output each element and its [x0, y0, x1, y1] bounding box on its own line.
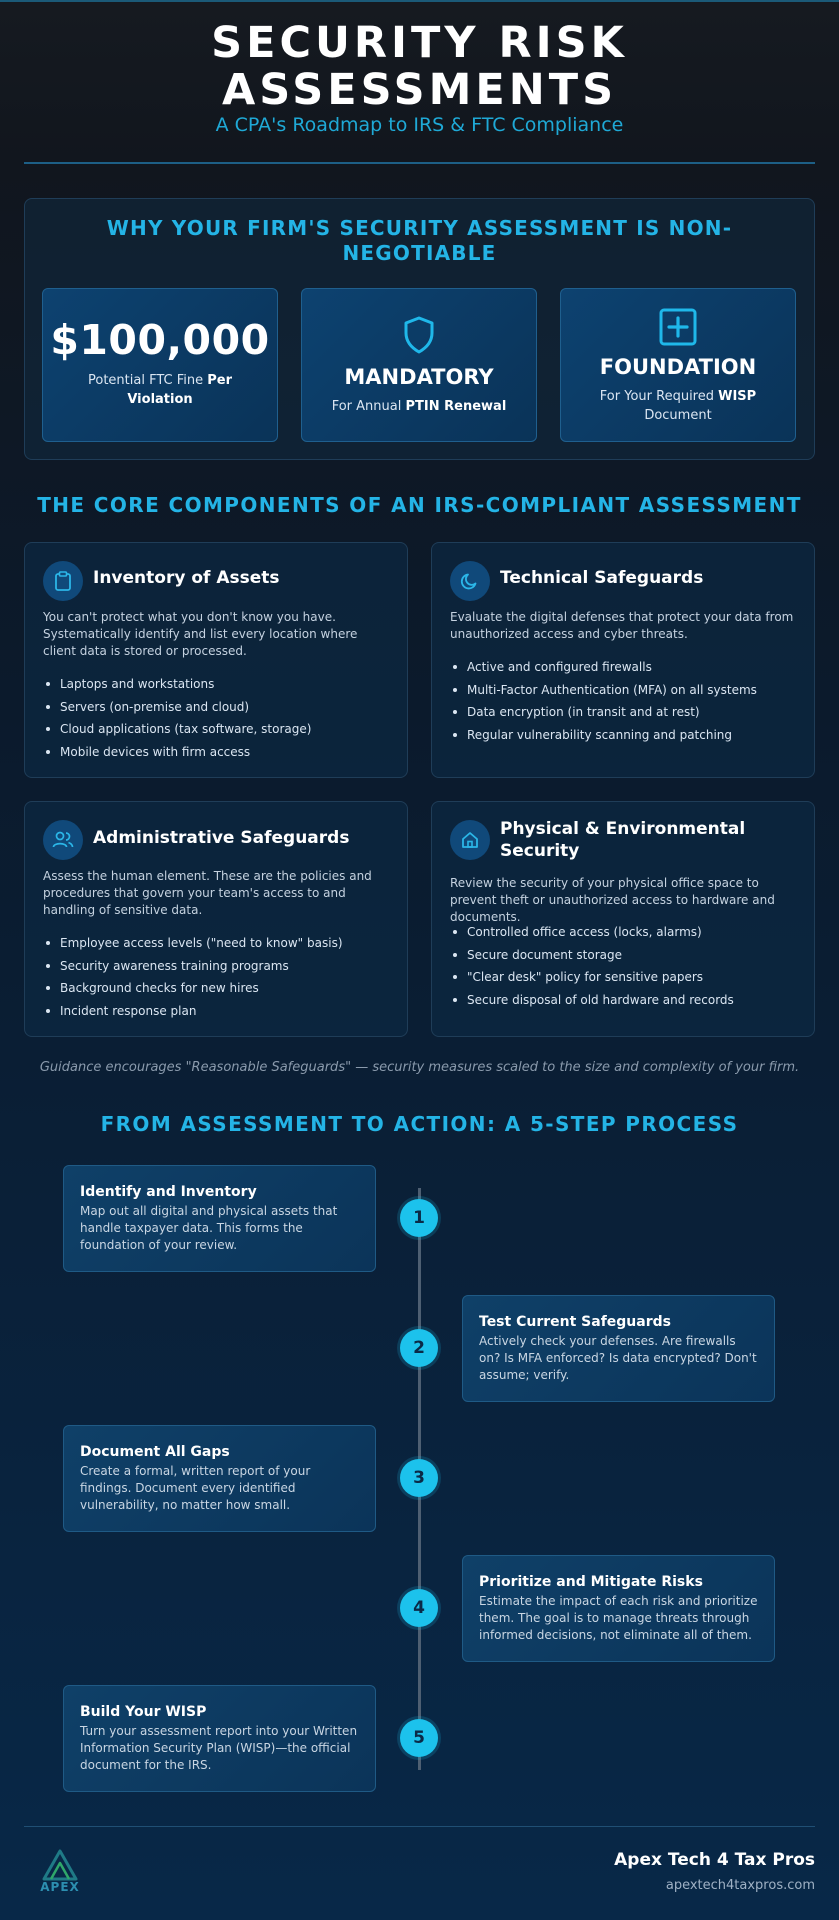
core-card-description: Review the security of your physical office space to prevent theft or unauthorized access to hardware and documents. — [450, 876, 775, 924]
core-card-title: Technical Safeguards — [500, 568, 704, 588]
step-number-badge: 1 — [400, 1199, 438, 1237]
users-icon — [43, 820, 83, 860]
step-title: Test Current Safeguards — [479, 1314, 671, 1330]
page-title-line-2: ASSESSMENTS — [221, 65, 618, 115]
list-item: Secure document storage — [450, 947, 804, 963]
page-title-line-1: SECURITY RISK — [211, 18, 628, 68]
stat-card-fine — [42, 288, 278, 442]
step-description: Turn your assessment report into your Written Information Security Plan (WISP)—the official document for the IRS. — [80, 1724, 358, 1772]
stat-desc-text: For Annual — [331, 399, 406, 414]
core-card-title: Inventory of Assets — [93, 568, 280, 588]
stat-desc-bold: PTIN Renewal — [405, 399, 507, 414]
list-item: Laptops and workstations — [43, 676, 397, 692]
process-heading: FROM ASSESSMENT TO ACTION: A 5-STEP PROCESS — [100, 1112, 739, 1136]
brand-name: Apex Tech 4 Tax Pros — [614, 1850, 815, 1870]
core-card-description: You can't protect what you don't know you have. Systematically identify and list every location where client data is stored or processed. — [43, 610, 358, 658]
page-subtitle: A CPA's Roadmap to IRS & FTC Compliance — [215, 114, 624, 136]
stat-desc-text: For Your Required — [599, 389, 719, 404]
page-title — [0, 20, 839, 114]
core-card-inventory — [24, 542, 408, 778]
guidance-note: Guidance encourages "Reasonable Safeguards" — security measures scaled to the size and complexity of your firm. — [39, 1060, 800, 1075]
list-item: Background checks for new hires — [43, 980, 397, 996]
stat-description — [579, 387, 777, 425]
step-description: Estimate the impact of each risk and prioritize them. The goal is to manage threats through informed decisions, not eliminate all of them. — [479, 1594, 758, 1642]
stat-description — [320, 397, 518, 416]
stat-value: FOUNDATION — [599, 355, 757, 379]
stat-desc-bold: WISP — [718, 389, 757, 404]
stat-card-mandatory — [301, 288, 537, 442]
clipboard-icon — [43, 561, 83, 601]
step-card-5 — [63, 1685, 376, 1792]
header-divider — [24, 162, 815, 164]
list-item: Regular vulnerability scanning and patching — [450, 727, 804, 743]
stat-desc-bold: Per Violation — [127, 373, 232, 407]
core-card-list — [450, 924, 804, 1014]
list-item: Employee access levels ("need to know" basis) — [43, 935, 397, 951]
stat-value: MANDATORY — [344, 365, 494, 389]
step-number-badge: 3 — [400, 1459, 438, 1497]
list-item: Multi-Factor Authentication (MFA) on all systems — [450, 682, 804, 698]
list-item: Mobile devices with firm access — [43, 744, 397, 760]
list-item: Servers (on-premise and cloud) — [43, 699, 397, 715]
list-item: Incident response plan — [43, 1003, 397, 1019]
core-card-description: Assess the human element. These are the policies and procedures that govern your team's access to and handling of sensitive data. — [43, 869, 372, 917]
logo-text: APEX — [40, 1880, 80, 1894]
step-card-2 — [462, 1295, 775, 1402]
step-title: Identify and Inventory — [80, 1184, 257, 1200]
list-item: Security awareness training programs — [43, 958, 397, 974]
stat-desc-text: Potential FTC Fine — [88, 373, 208, 388]
step-card-3 — [63, 1425, 376, 1532]
step-description: Actively check your defenses. Are firewalls on? Is MFA enforced? Is data encrypted? Don't assume; verify. — [479, 1334, 757, 1382]
stat-desc-text: Document — [644, 408, 712, 423]
home-icon — [450, 820, 490, 860]
footer-divider — [24, 1826, 815, 1827]
step-description: Create a formal, written report of your findings. Document every identified vulnerability, no matter how small. — [80, 1464, 311, 1512]
shield-icon — [402, 315, 436, 359]
core-card-list — [43, 935, 397, 1025]
list-item: Cloud applications (tax software, storage) — [43, 721, 397, 737]
core-card-title: Physical & Environmental Security — [500, 819, 746, 861]
core-card-technical — [431, 542, 815, 778]
stat-card-foundation — [560, 288, 796, 442]
list-item: Secure disposal of old hardware and records — [450, 992, 804, 1008]
brand-url[interactable]: apextech4taxpros.com — [665, 1878, 815, 1893]
plus-square-icon — [658, 307, 698, 351]
list-item: Data encryption (in transit and at rest) — [450, 704, 804, 720]
apex-logo — [34, 1846, 86, 1896]
step-card-1 — [63, 1165, 376, 1272]
step-number-badge: 5 — [400, 1719, 438, 1757]
why-heading: WHY YOUR FIRM'S SECURITY ASSESSMENT IS NON-NEGOTIABLE — [106, 216, 733, 265]
list-item: "Clear desk" policy for sensitive papers — [450, 969, 804, 985]
list-item: Active and configured firewalls — [450, 659, 804, 675]
core-card-administrative — [24, 801, 408, 1037]
stat-description — [61, 371, 259, 409]
mountain-logo-icon — [34, 1846, 86, 1882]
step-number-badge: 2 — [400, 1329, 438, 1367]
core-heading: THE CORE COMPONENTS OF AN IRS-COMPLIANT ASSESSMENT — [37, 493, 802, 517]
stat-value: $100,000 — [50, 316, 270, 364]
step-title: Document All Gaps — [80, 1444, 230, 1460]
core-card-description: Evaluate the digital defenses that protect your data from unauthorized access and cyber threats. — [450, 610, 794, 641]
step-card-4 — [462, 1555, 775, 1662]
core-card-title: Administrative Safeguards — [93, 828, 350, 848]
step-description: Map out all digital and physical assets that handle taxpayer data. This forms the foundation of your review. — [80, 1204, 338, 1252]
core-card-list — [43, 676, 397, 766]
step-title: Prioritize and Mitigate Risks — [479, 1574, 703, 1590]
core-card-physical — [431, 801, 815, 1037]
list-item: Controlled office access (locks, alarms) — [450, 924, 804, 940]
step-number-badge: 4 — [400, 1589, 438, 1627]
step-title: Build Your WISP — [80, 1704, 207, 1720]
moon-icon — [450, 561, 490, 601]
core-card-list — [450, 659, 804, 749]
